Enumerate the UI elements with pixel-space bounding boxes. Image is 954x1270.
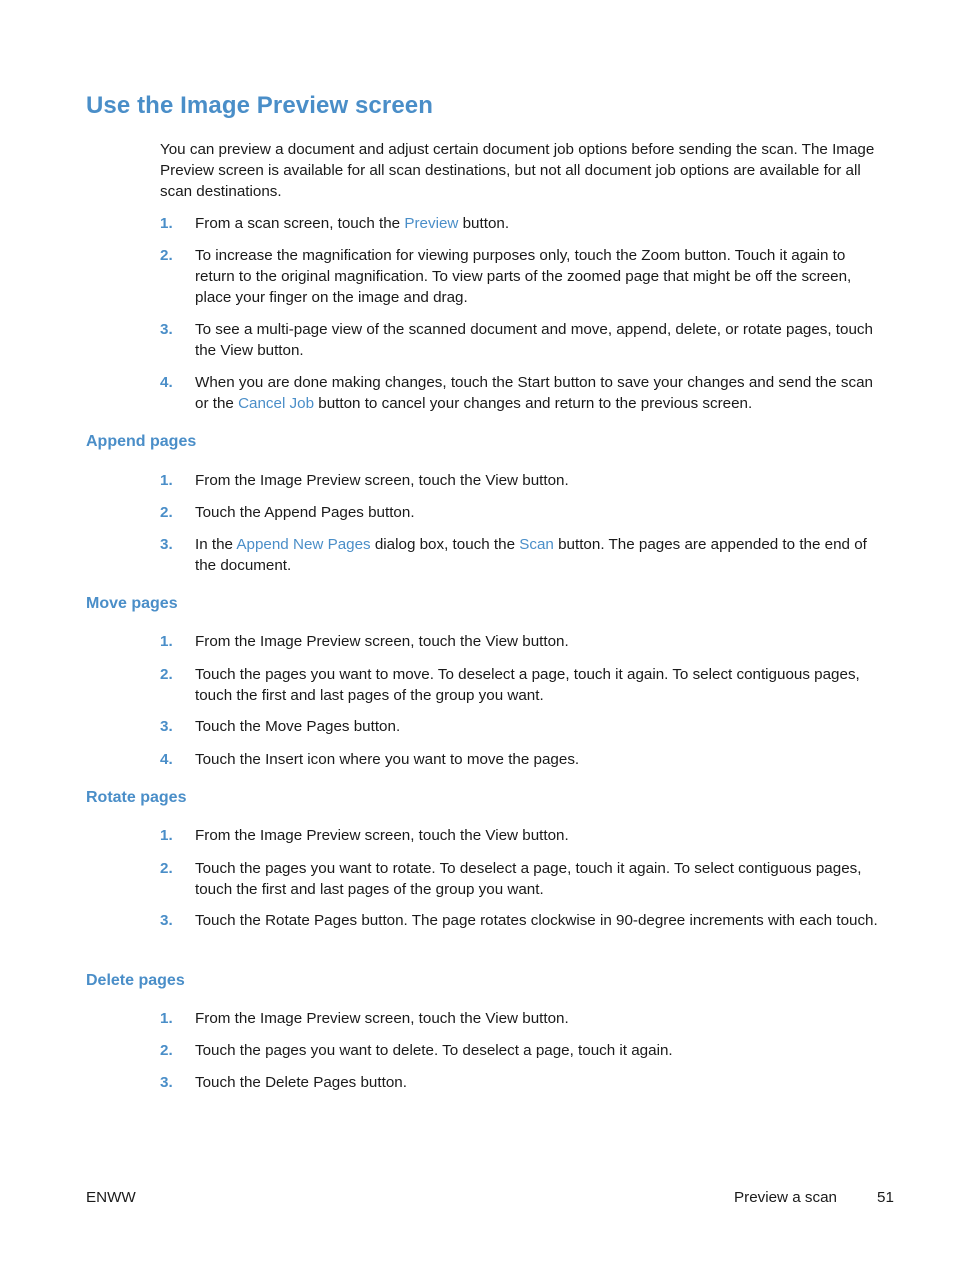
step-text: To increase the magnification for viewing purposes only, touch the Zoom button. Touch it again to return to the original magnification. To view parts of the zoomed page that might be off the screen, place your finger on the image and drag. [195,247,852,306]
step-text-part: button to cancel your changes and return to the previous screen. [314,395,753,412]
move-pages-heading: Move pages [86,595,178,612]
step-number: 1. [160,215,173,232]
step-number: 2. [160,860,173,877]
step-text-part: In the [195,536,237,553]
step-text: From the Image Preview screen, touch the View button. [195,472,569,489]
intro-paragraph: You can preview a document and adjust certain document job options before sending the scan. The Image Preview screen is available for all scan destinations, but not all document job options are available for all scan destinations. [160,141,875,200]
step-text-part: button. The pages are appended to the end of the document. [195,536,867,574]
step-number: 1. [160,827,173,844]
step-number: 1. [160,472,173,489]
step-text: From the Image Preview screen, touch the View button. [195,1010,569,1027]
step-text: To see a multi-page view of the scanned document and move, append, delete, or rotate pages, touch the View button. [195,321,873,359]
step-text: Touch the pages you want to rotate. To deselect a page, touch it again. To select contiguous pages, touch the first and last pages of the group you want. [195,860,862,898]
footer-doc-id: ENWW [86,1189,136,1206]
step-number: 3. [160,912,173,929]
append-new-pages-link[interactable]: Append New Pages [236,536,371,553]
step-text: Touch the Insert icon where you want to move the pages. [195,751,580,768]
step-text: From the Image Preview screen, touch the View button. [195,633,569,650]
step-number: 2. [160,247,173,264]
footer-section-title: Preview a scan [734,1189,837,1206]
preview-link[interactable]: Preview [404,215,459,232]
step-number: 3. [160,536,173,553]
step-text: Touch the pages you want to delete. To deselect a page, touch it again. [195,1042,673,1059]
append-pages-heading: Append pages [86,433,197,450]
step-text [195,534,885,576]
step-number: 2. [160,1042,173,1059]
step-text: From the Image Preview screen, touch the View button. [195,827,569,844]
step-number: 4. [160,374,173,391]
step-number: 1. [160,1010,173,1027]
step-number: 2. [160,504,173,521]
step-number: 3. [160,321,173,338]
step-number: 4. [160,751,173,768]
step-number: 2. [160,666,173,683]
step-text: Touch the pages you want to move. To deselect a page, touch it again. To select contiguous pages, touch the first and last pages of the group you want. [195,666,860,704]
step-text-part: When you are done making changes, touch the Start button to save your changes and send the scan or the [195,374,873,412]
scan-link[interactable]: Scan [519,536,554,553]
page-title: Use the Image Preview screen [86,92,433,119]
delete-pages-heading: Delete pages [86,972,185,989]
step-text-part: From a scan screen, touch the [195,215,405,232]
step-text-part: button. [458,215,510,232]
step-number: 3. [160,1074,173,1091]
step-number: 3. [160,718,173,735]
rotate-pages-heading: Rotate pages [86,789,187,806]
step-text: Touch the Delete Pages button. [195,1074,407,1091]
step-text: Touch the Append Pages button. [195,504,415,521]
step-text [195,372,885,414]
cancel-job-link[interactable]: Cancel Job [238,395,315,412]
step-text: Touch the Rotate Pages button. The page rotates clockwise in 90-degree increments with each touch. [195,912,878,929]
step-text: Touch the Move Pages button. [195,718,401,735]
step-number: 1. [160,633,173,650]
step-text [195,213,885,234]
step-text-part: dialog box, touch the [370,536,520,553]
footer-page-number: 51 [877,1189,894,1206]
